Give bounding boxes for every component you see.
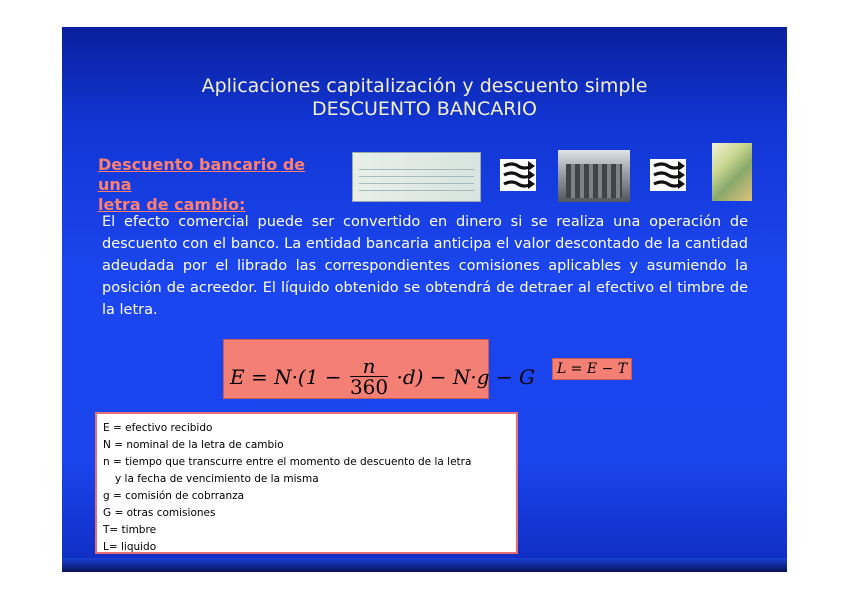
legend-item: L= liquido	[103, 541, 157, 553]
formula-liquid: L = E − T	[552, 358, 632, 380]
legend-item: N = nominal de la letra de cambio	[103, 439, 284, 451]
legend-item: G = otras comisiones	[103, 507, 216, 519]
fraction-numerator: n	[350, 356, 388, 377]
body-paragraph: El efecto comercial puede ser convertido en dinero si se realiza una operación de descuento con el banco. La entidad bancaria anticipa el valor descontado de la cantidad adeudada por el librado las correspondientes comisiones aplicables y asumiendo la posición de acreedor. El líquido obtenido se obtendrá de detraer al efectivo el timbre de la letra.	[102, 214, 748, 318]
formula-rhs: ·d) − N·g − G	[396, 365, 536, 389]
title-line-1: Aplicaciones capitalización y descuento simple	[201, 75, 648, 97]
illustration-row	[352, 143, 752, 203]
title-line-2: DESCUENTO BANCARIO	[312, 98, 537, 120]
heading-line-2: letra de cambio:	[98, 195, 246, 214]
arrow-icon	[500, 159, 536, 191]
legend-item: n = tiempo que transcurre entre el momento de descuento de la letra	[103, 456, 472, 468]
check-image	[352, 152, 481, 202]
fraction	[350, 356, 388, 397]
money-image	[712, 143, 752, 201]
heading-line-1: Descuento bancario de una	[98, 155, 306, 194]
formula-lhs: E = N·(1 −	[230, 365, 342, 389]
slide	[62, 27, 787, 572]
legend-item: E = efectivo recibido	[103, 422, 213, 434]
bank-building-image	[558, 150, 630, 202]
legend-item: y la fecha de vencimiento de la misma	[115, 473, 319, 485]
legend-item: g = comisión de cobrranza	[103, 490, 245, 502]
arrow-icon	[650, 159, 686, 191]
variable-legend	[95, 412, 518, 554]
slide-title	[62, 75, 787, 121]
formula-effective	[223, 339, 536, 399]
section-heading-link[interactable]	[98, 155, 338, 215]
fraction-denominator: 360	[349, 375, 389, 399]
legend-item: T= timbre	[103, 524, 157, 536]
